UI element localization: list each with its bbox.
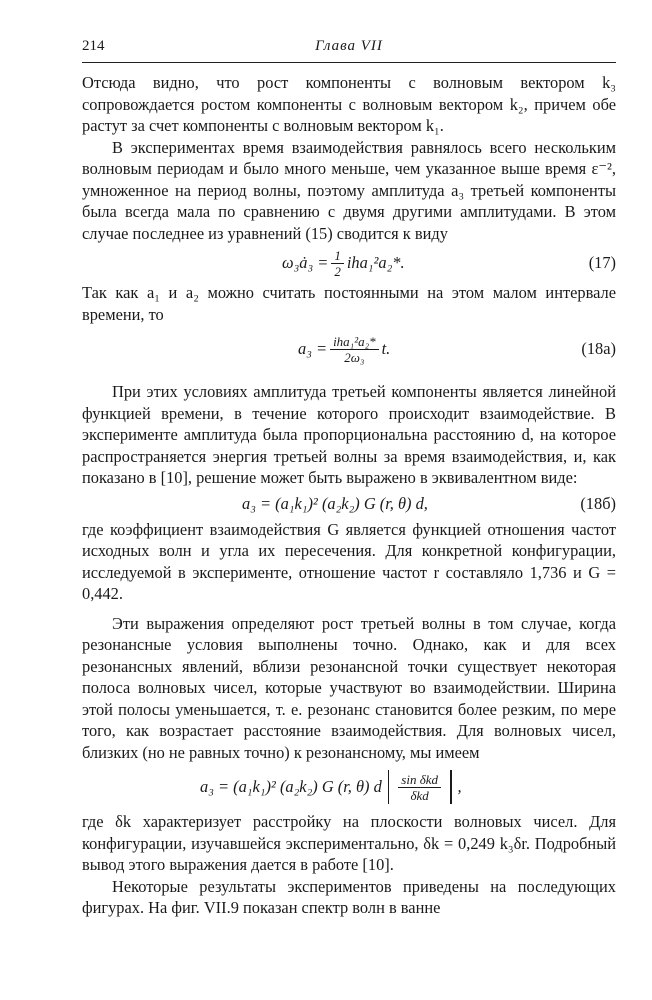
header-rule xyxy=(82,62,616,63)
paragraph-7: где δk характеризует расстройку на плоскости волновых чисел. Для конфигурации, изучавшейся экспериментально, δk = 0,249 k₃δr. Подробный вывод этого выражения дается в работе [10]. xyxy=(82,812,616,874)
eq-unnum-tail: , xyxy=(457,777,462,796)
eq18a-frac-den: 2ω₃ xyxy=(344,349,365,365)
page-header xyxy=(82,38,616,60)
eq17-frac-num: 1 xyxy=(331,248,344,264)
eq-unnum-fraction xyxy=(398,772,441,803)
abs-bar-left xyxy=(388,770,390,804)
paragraph-8: Некоторые результаты экспериментов приведены на последующих фигурах. На фиг. VII.9 показан спектр волн в ванне xyxy=(82,876,616,917)
equation-17 xyxy=(82,244,616,282)
eq18a-number: (18а) xyxy=(581,339,616,358)
eq18a-fraction xyxy=(330,334,379,365)
eq18a-frac-num: iha₁²a₂* xyxy=(330,334,379,350)
paragraph-4: При этих условиях амплитуда третьей компоненты является линейной функцией времени, в течение которого происходит взаимодействие. В эксперименте амплитуда была пропорциональна расстоянию d, на которое распространяется энергия третьей волны за время взаимодействия, и, как показано в [10], решение может быть выражено в эквивалентном виде: xyxy=(82,382,616,487)
eq17-number: (17) xyxy=(588,253,616,272)
eq18a-rhs: t. xyxy=(381,339,391,358)
equation-18a xyxy=(82,325,616,373)
page-number: 214 xyxy=(82,38,105,54)
abs-bar-right xyxy=(450,770,452,804)
paragraph-6: Эти выражения определяют рост третьей волны в том случае, когда резонансные условия выполнены точно. Однако, как и для всех резонансных явлений, вблизи резонансной точки существует некоторая полоса волновых чисел, которые участвуют во взаимодействии. Ширина этой полосы уменьшается, т. е. резонанс становится более резким, по мере того, как возрастает расстояние взаимодействия. Для волновых чисел, близких (но не равных точно) к резонансному, мы имеем xyxy=(82,613,616,762)
paragraph-2: В экспериментах время взаимодействия равнялось всего нескольким волновым периодам и было много меньше, чем указанное выше время ε⁻², умноженное на период волны, поэтому амплитуда a₃ третьей компоненты была всегда мала по сравнению с двумя другими амплитудами. В этом случае последнее из уравнений (15) сводится к виду xyxy=(82,137,616,243)
paragraph-5: где коэффициент взаимодействия G является функцией отношения частот исходных волн и угла их пересечения. Для конкретной конфигурации, исследуемой в эксперименте, отношение частот r составляло 1,736 и G = 0,442. xyxy=(82,519,616,603)
equation-18b xyxy=(82,489,616,519)
running-head: Глава VII xyxy=(315,38,383,54)
eq18b-number: (18б) xyxy=(580,493,616,513)
eq-unnum-frac-den: δkd xyxy=(410,787,429,803)
eq-unnum-lhs: a₃ = (a₁k₁)² (a₂k₂) G (r, θ) d xyxy=(200,777,382,796)
paragraph-3: Так как a₁ и a₂ можно считать постоянными на этом малом интервале времени, то xyxy=(82,283,616,324)
eq17-fraction xyxy=(331,248,344,279)
eq18a-lhs: a₃ = xyxy=(298,339,328,358)
eq-unnum-frac-num: sin δkd xyxy=(398,772,441,788)
eq18b-body: a₃ = (a₁k₁)² (a₂k₂) G (r, θ) d, xyxy=(242,493,428,513)
eq17-frac-den: 2 xyxy=(334,263,341,279)
paragraph-1: Отсюда видно, что рост компоненты с волновым вектором k₃ сопровождается ростом компоненты с волновым вектором k₂, причем обе растут за счет компоненты с волновым вектором k₁. xyxy=(82,73,616,135)
equation-unnumbered xyxy=(82,763,616,811)
eq17-rhs: iha₁²a₂*. xyxy=(346,253,405,272)
main-text xyxy=(82,72,616,919)
eq17-lhs: ω₃ȧ₃ = xyxy=(282,253,329,272)
